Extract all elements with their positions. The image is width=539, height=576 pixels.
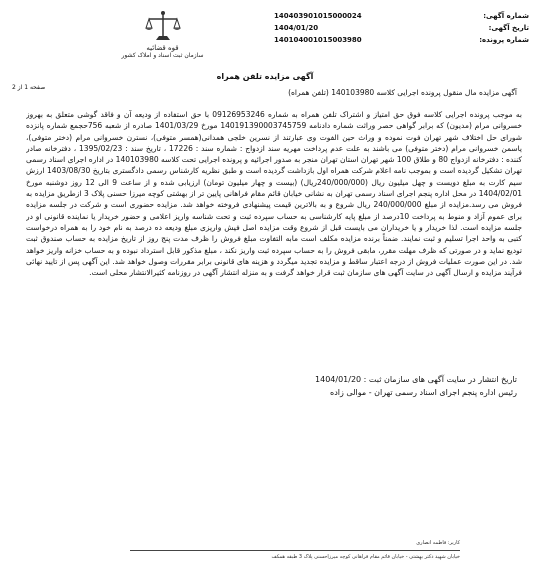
signature-note: کاربر: فاطمه انصاری (416, 540, 460, 546)
ad-number: 140403901015000024 (274, 12, 362, 20)
emblem-caption-bottom: سازمان ثبت اسناد و املاک کشور (121, 52, 204, 59)
file-number-row (274, 34, 529, 46)
office-address: خیابان شهید دکتر بهشتی - خیابان قائم مقام فراهانی کوچه میرزاحسنی پلاک 3 طبقه همکف (271, 554, 460, 560)
announcement-body: به موجب پرونده اجرایی کلاسه فوق حق امتیاز و اشتراک تلفن همراه به شماره 09126953246 با حق استفاده از ودیعه آن و فاقد گوشی متعلق به بهروز خسروانی مرام (مدیون) که برابر گواهی حصر وراثت شماره دادنامه 140191390003745759 مورخ 1401/03/29 صادره از شعبه 756حجمع شماره پانزده شورای حل اختلاف شهر تهران فوت نموده و وراث حین الفوت وی عبارتند از نسرین خلجی همدانی(همسر متوفی)، نسترن خسروانی مرام (دختر متوفی)، یاسمن خسروانی مرام (دختر متوفی) می باشند به علت عدم پرداخت مهریه سند ازدواج : شماره سند : 17226 ، تاریخ سند : 1395/02/23 ، دفترخانه صادر کننده : دفترخانه ازدواج 80 و طلاق 100 شهر تهران استان تهران منجر به صدور اجرائیه و پرونده اجرایی تحت کلاسه 140103980 در اداره اجرای اسناد رسمی تهران تشکیل گردیده است و بموجب نامه اعلام شرکت همراه اول بازداشت گردیده است و طبق نظریه کارشناس رسمی دادگستری بتاریخ 1403/08/30 ارزش سیم کارت به مبلغ دویست و چهل میلیون ریال (240/000/000ریال) (بیست و چهار میلیون تومان) ارزیابی شده و از ساعت 9 الی 12 روز دوشنبه مورخ 1404/02/01 در محل اداره پنجم اجرای اسناد رسمی تهران به نشانی خیابان قائم مقام فراهانی پایین تر از بهشتی کوچه میرزا حسنی پلاک 3 ازطریق مزایده به فروش می رسد.مزایده از مبلغ 240/000/000 ریال شروع و به بالاترین قیمت پیشنهادی فروخته خواهد شد. مزایده حضوری است و شرکت در جلسه مزایده برای عموم آزاد و منوط به پرداخت 10درصد از مبلغ پایه کارشناسی به حساب سپرده ثبت و تحت شناسه واریز اعلامی و حضور خریدار یا نماینده قانونی او در جلسه مزایده است. لذا خریدار و یا خریداران می بایست قبل از شروع وقت مزایده اصل فیش واریزی مبلغ ودیعه ده درصد به نام خود را به همراه درخواست کتبی به واحد اجرا تسلیم و ثبت نمایند. ضمناً برنده مزایده مکلف است مابه التفاوت مبلغ فروش را ظرف مدت پنج روز از تاریخ مزایده به حساب صندوق ثبت تودیع نماید و در صورتی که ظرف مهلت مقرر، مابقی فروش را به حساب سپرده ثبت واریز نکند ، مبلغ مذکور قابل استرداد نبوده و به حساب خزانه واریز خواهد شد. در این صورت عملیات فروش از درجه اعتبار ساقط و مزایده تجدید میگردد و هزینه های قانونی برابر مقررات وصول خواهد شد. این آگهی پس از تایید نهائی فرآیند مزایده و ارسال آگهی در سایت آگهی های سازمان ثبت قرار خواهد گرفت و به منزله انتشار آگهی در روزنامه کثیرالانتشار محلی است. (26, 110, 522, 278)
bottom-divider (130, 550, 460, 551)
page-bottom (130, 540, 460, 560)
scales-emblem-icon (143, 10, 183, 44)
ad-meta (274, 10, 529, 46)
emblem-caption-top: قوه قضائیه (146, 44, 179, 52)
file-number-label: شماره پرونده: (479, 36, 529, 44)
ad-date-row (274, 22, 529, 34)
signer-line: رئیس اداره پنجم اجرای اسناد رسمی تهران - موالی زاده (330, 388, 517, 397)
page-number: صفحه 1 از 2 (12, 84, 46, 91)
ad-date-label: تاریخ آگهی: (488, 24, 529, 32)
ad-number-label: شماره آگهی: (483, 12, 529, 20)
file-number: 140104001015003980 (274, 36, 362, 44)
document-title: آگهی مزایده تلفن همراه (216, 72, 314, 81)
document-subtitle: آگهی مزایده مال منقول پرونده اجرایی کلاسه 140103980 (تلفن همراه) (288, 88, 517, 97)
ad-number-row (274, 10, 529, 22)
judiciary-emblem (110, 10, 215, 70)
announcement-footer (97, 373, 517, 399)
ad-date: 1404/01/20 (274, 24, 319, 32)
publish-date-line: تاریخ انتشار در سایت آگهی های سازمان ثبت : 1404/01/20 (315, 375, 517, 384)
